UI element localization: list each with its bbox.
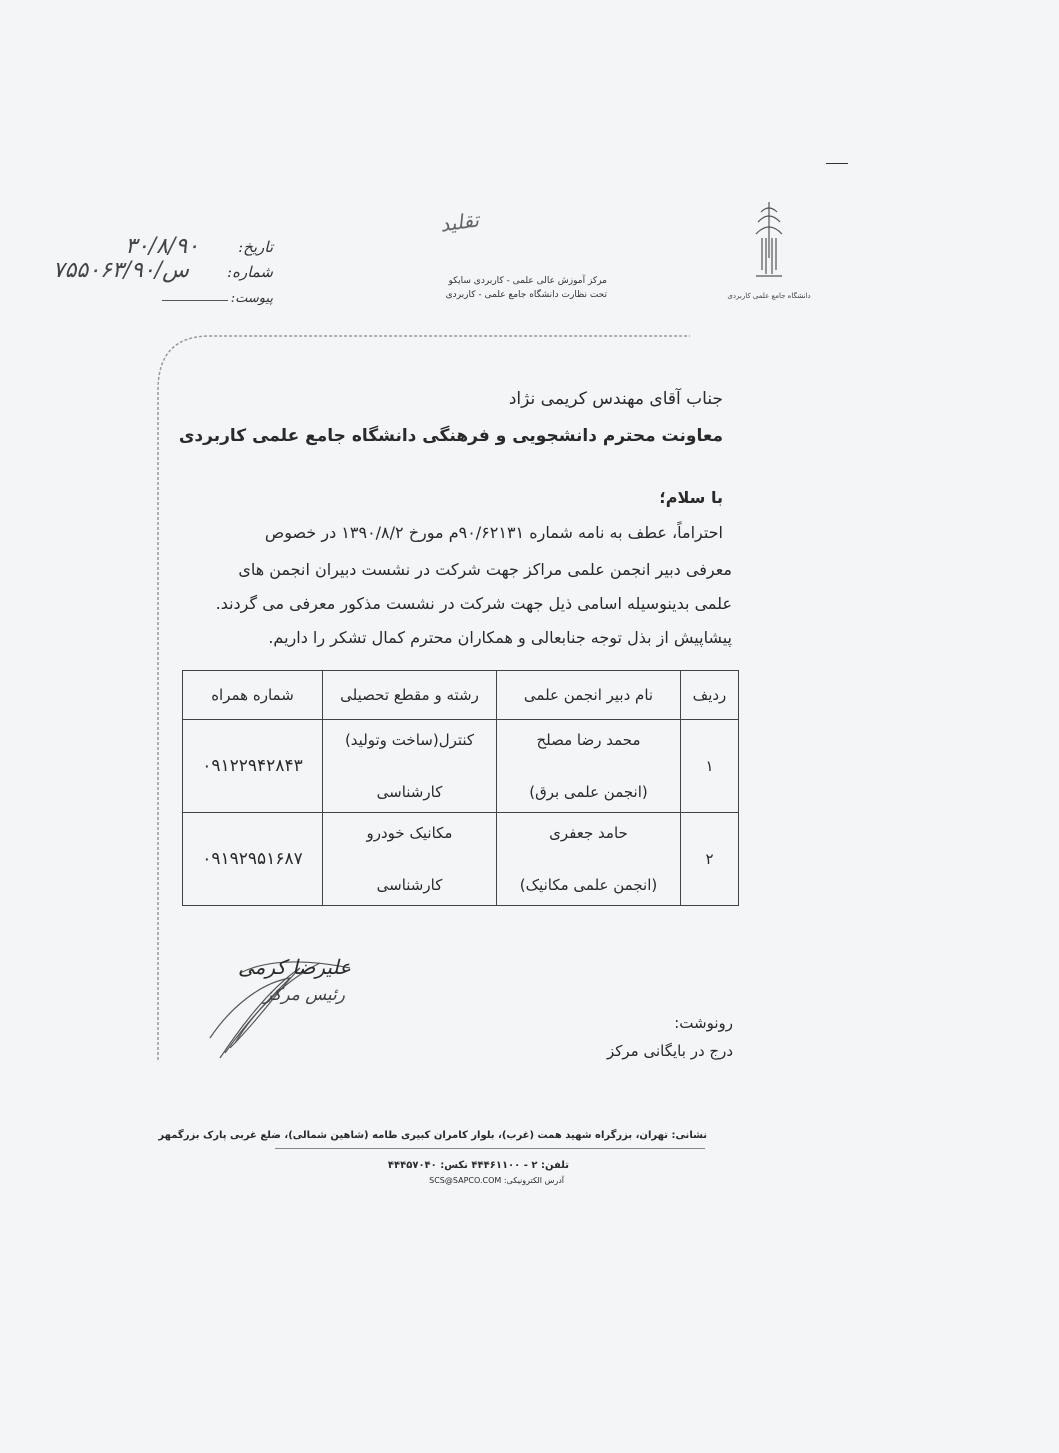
row-index: ۱	[681, 720, 739, 813]
footer-rule	[275, 1148, 705, 1149]
nominee-name: محمد رضا مصلح	[536, 731, 641, 749]
header-row-index: ردیف	[681, 671, 739, 720]
header-field: رشته و مقطع تحصیلی	[323, 671, 497, 720]
org-name-line1: مرکز آموزش عالی علمی - کاربردی سایکو	[448, 276, 607, 286]
nominee-phone: ۰۹۱۲۲۹۴۲۸۴۳	[183, 720, 323, 813]
attachment-label: پیوست:	[230, 291, 273, 306]
date-value: ۳۰/۸/۹۰	[125, 234, 199, 259]
footer-email: آدرس الکترونیکی: SCS@SAPCO.COM	[429, 1176, 564, 1185]
top-dash	[826, 163, 848, 164]
paragraph-line: احتراماً، عطف به نامه شماره ۹۰/۶۲۱۳۱م مورخ ۱۳۹۰/۸/۲ در خصوص	[264, 523, 723, 542]
paragraph-line: پیشاپیش از بذل توجه جنابعالی و همکاران محترم کمال تشکر را داریم.	[268, 628, 732, 647]
logo-caption: دانشگاه جامع علمی کاربردی	[727, 292, 811, 300]
paragraph-line: معرفی دبیر انجمن علمی مراکز جهت شرکت در نشست دبیران انجمن های	[238, 560, 732, 579]
table-header-row	[183, 671, 739, 720]
name-cell	[497, 720, 681, 813]
nominee-association: (انجمن علمی مکانیک)	[519, 876, 658, 894]
table-row	[183, 720, 739, 813]
addressee-line2: معاونت محترم دانشجویی و فرهنگی دانشگاه جامع علمی کاربردی	[178, 426, 723, 446]
addressee-line1: جناب آقای مهندس کریمی نژاد	[508, 389, 723, 409]
nominee-table	[182, 670, 739, 906]
org-name-line2: تحت نظارت دانشگاه جامع علمی - کاربردی	[445, 290, 607, 300]
date-label: تاریخ:	[238, 238, 273, 256]
nominee-phone: ۰۹۱۹۲۹۵۱۶۸۷	[183, 813, 323, 906]
field-cell	[323, 720, 497, 813]
field-cell	[323, 813, 497, 906]
table-row	[183, 813, 739, 906]
number-value: س/۷۵۵۰۶۳/۹۰	[52, 258, 189, 283]
name-cell	[497, 813, 681, 906]
header-phone: شماره همراه	[183, 671, 323, 720]
nominee-degree: کارشناسی	[376, 876, 443, 894]
nominee-field: مکانیک خودرو	[366, 824, 453, 842]
footer-address: نشانی: تهران، بزرگراه شهید همت (غرب)، بلوار کامران کبیری طامه (شاهین شمالی)، ضلع غربی پارک بزرگمهر	[158, 1130, 707, 1141]
nominee-field: کنترل(ساخت وتولید)	[344, 731, 475, 749]
footer-phone-fax: تلفن: ۲ - ۴۴۴۶۱۱۰۰ نکس: ۴۴۴۵۷۰۴۰	[387, 1160, 569, 1171]
nominee-association: (انجمن علمی برق)	[529, 783, 648, 801]
row-index: ۲	[681, 813, 739, 906]
attachment-line	[162, 300, 228, 301]
signatory-name: علیرضا کرمی	[238, 955, 351, 979]
paragraph-line: علمی بدینوسیله اسامی ذیل جهت شرکت در نشست مذکور معرفی می گردند.	[215, 594, 732, 613]
cc-text: درج در بایگانی مرکز	[606, 1042, 733, 1060]
handwritten-stamp: تقلید	[438, 207, 481, 237]
signatory-title: رئیس مرکز	[263, 985, 345, 1005]
number-label: شماره:	[227, 263, 273, 281]
nominee-name: حامد جعفری	[549, 824, 628, 842]
header-name: نام دبیر انجمن علمی	[497, 671, 681, 720]
greeting: با سلام؛	[659, 488, 723, 507]
cc-label: رونوشت:	[674, 1014, 733, 1032]
nominee-degree: کارشناسی	[376, 783, 443, 801]
university-logo-icon	[727, 198, 811, 320]
